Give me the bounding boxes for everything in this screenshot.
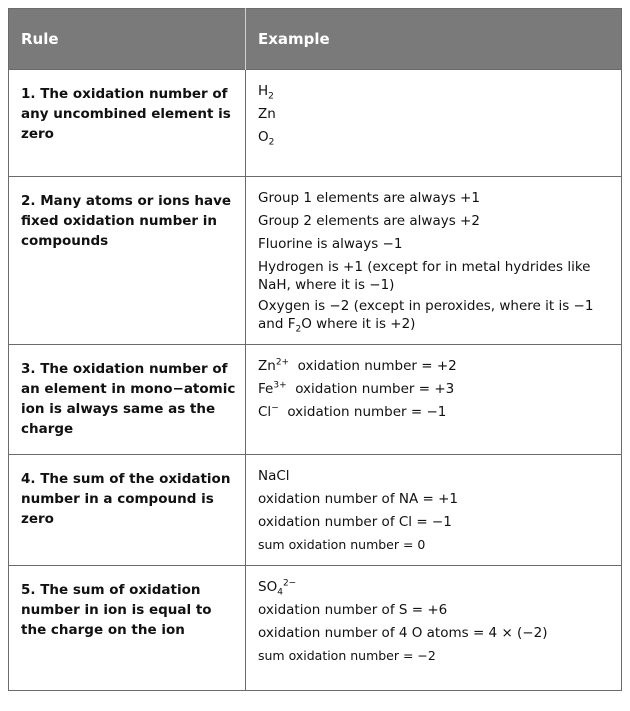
table-row — [9, 70, 622, 177]
example-line: Fluorine is always −1 — [258, 236, 403, 252]
example-line: Hydrogen is +1 (except for in metal hydrides like NaH, where it is −1) — [258, 259, 591, 293]
example-line: $Fe^{3+}$ oxidation number = +3 — [258, 380, 455, 397]
example-line: oxidation number of Cl = −1 — [258, 514, 452, 530]
example-cell — [246, 70, 622, 177]
example-line: $O_2$ — [258, 129, 275, 148]
table-row — [9, 177, 622, 345]
example-line: sum oxidation number = 0 — [258, 537, 426, 552]
rule-text: 3. The oxidation number of an element in mono−atomic ion is always same as the charge — [9, 345, 246, 455]
example-line: $H_2$ — [258, 83, 274, 102]
example-line: sum oxidation number = −2 — [258, 648, 436, 663]
example-line: $Zn^{2+}$ oxidation number = +2 — [258, 357, 457, 374]
example-cell — [246, 566, 622, 691]
rule-text: 1. The oxidation number of any uncombined element is zero — [9, 70, 246, 177]
table-row — [9, 455, 622, 566]
rule-text: 5. The sum of oxidation number in ion is equal to the charge on the ion — [9, 566, 246, 691]
example-line: Group 2 elements are always +2 — [258, 213, 480, 229]
rule-text: 2. Many atoms or ions have fixed oxidation number in compounds — [9, 177, 246, 345]
example-line: Group 1 elements are always +1 — [258, 190, 480, 206]
oxidation-rules-table — [8, 8, 622, 691]
example-cell — [246, 455, 622, 566]
header-row — [9, 9, 622, 70]
example-cell — [246, 345, 622, 455]
rule-text: 4. The sum of the oxidation number in a compound is zero — [9, 455, 246, 566]
example-line: NaCl — [258, 468, 290, 484]
example-line: $SO_4^{2-}$ — [258, 578, 297, 598]
table-row — [9, 566, 622, 691]
example-line: oxidation number of S = +6 — [258, 602, 448, 618]
example-cell — [246, 177, 622, 345]
example-line: Zn — [258, 106, 276, 122]
header-rule: Rule — [9, 9, 246, 70]
example-line: Cl− oxidation number = −1 — [258, 403, 447, 420]
header-example: Example — [246, 9, 622, 70]
example-line: oxidation number of NA = +1 — [258, 491, 458, 507]
example-line: oxidation number of 4 O atoms = 4 × (−2) — [258, 625, 548, 641]
rules-table-container — [8, 8, 621, 691]
table-row — [9, 345, 622, 455]
example-line: Oxygen is −2 (except in peroxides, where it is −1 and $F_2O$ where it is +2) — [258, 298, 594, 335]
